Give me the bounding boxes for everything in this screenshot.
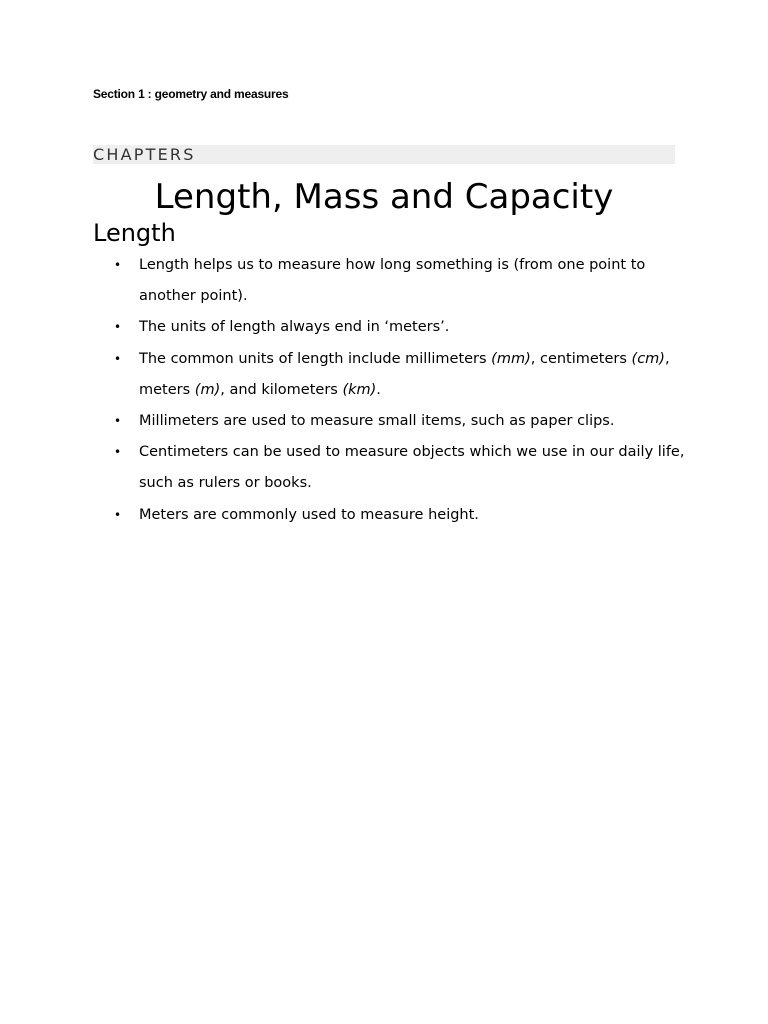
chapters-label: CHAPTERS	[93, 145, 196, 164]
bullet-icon: •	[114, 414, 122, 429]
list-item-line: Length helps us to measure how long something is (from one point to	[139, 257, 646, 273]
list-item-line: such as rulers or books.	[139, 475, 312, 492]
section-heading-length: Length	[93, 219, 176, 247]
unit-abbrev-km: (km)	[342, 381, 377, 398]
bullet-list	[93, 250, 685, 531]
list-item	[93, 500, 675, 531]
text-run: ,	[664, 350, 670, 367]
list-item-line	[139, 344, 675, 375]
bullet-icon: •	[114, 351, 122, 366]
text-run: The common units of length include millimeters	[139, 350, 492, 367]
section-header: Section 1 : geometry and measures	[93, 87, 289, 101]
unit-abbrev-cm: (cm)	[631, 350, 665, 367]
chapters-bar	[93, 145, 675, 164]
text-run: .	[376, 381, 381, 398]
list-item-line: The units of length always end in ‘meters’.	[139, 319, 450, 336]
list-item	[93, 250, 675, 312]
list-item-line	[139, 375, 675, 406]
list-item-line: Centimeters can be used to measure objects which we use in our daily life,	[139, 444, 685, 461]
text-run: meters	[139, 381, 195, 398]
list-item	[93, 406, 675, 437]
list-item	[93, 312, 675, 343]
document-title: Length, Mass and Capacity	[154, 177, 614, 217]
text-run: , and kilometers	[220, 381, 343, 398]
list-item-line: Meters are commonly used to measure height.	[139, 506, 479, 523]
bullet-icon: •	[114, 507, 122, 522]
bullet-icon: •	[114, 320, 122, 335]
unit-abbrev-mm: (mm)	[491, 350, 531, 367]
list-item	[93, 437, 685, 499]
list-item	[93, 344, 675, 406]
text-run: , centimeters	[530, 350, 632, 367]
bullet-icon: •	[114, 258, 122, 272]
unit-abbrev-m: (m)	[194, 381, 221, 398]
list-item-line: Millimeters are used to measure small items, such as paper clips.	[139, 413, 615, 430]
list-item-line: another point).	[139, 288, 248, 305]
bullet-icon: •	[114, 445, 122, 460]
